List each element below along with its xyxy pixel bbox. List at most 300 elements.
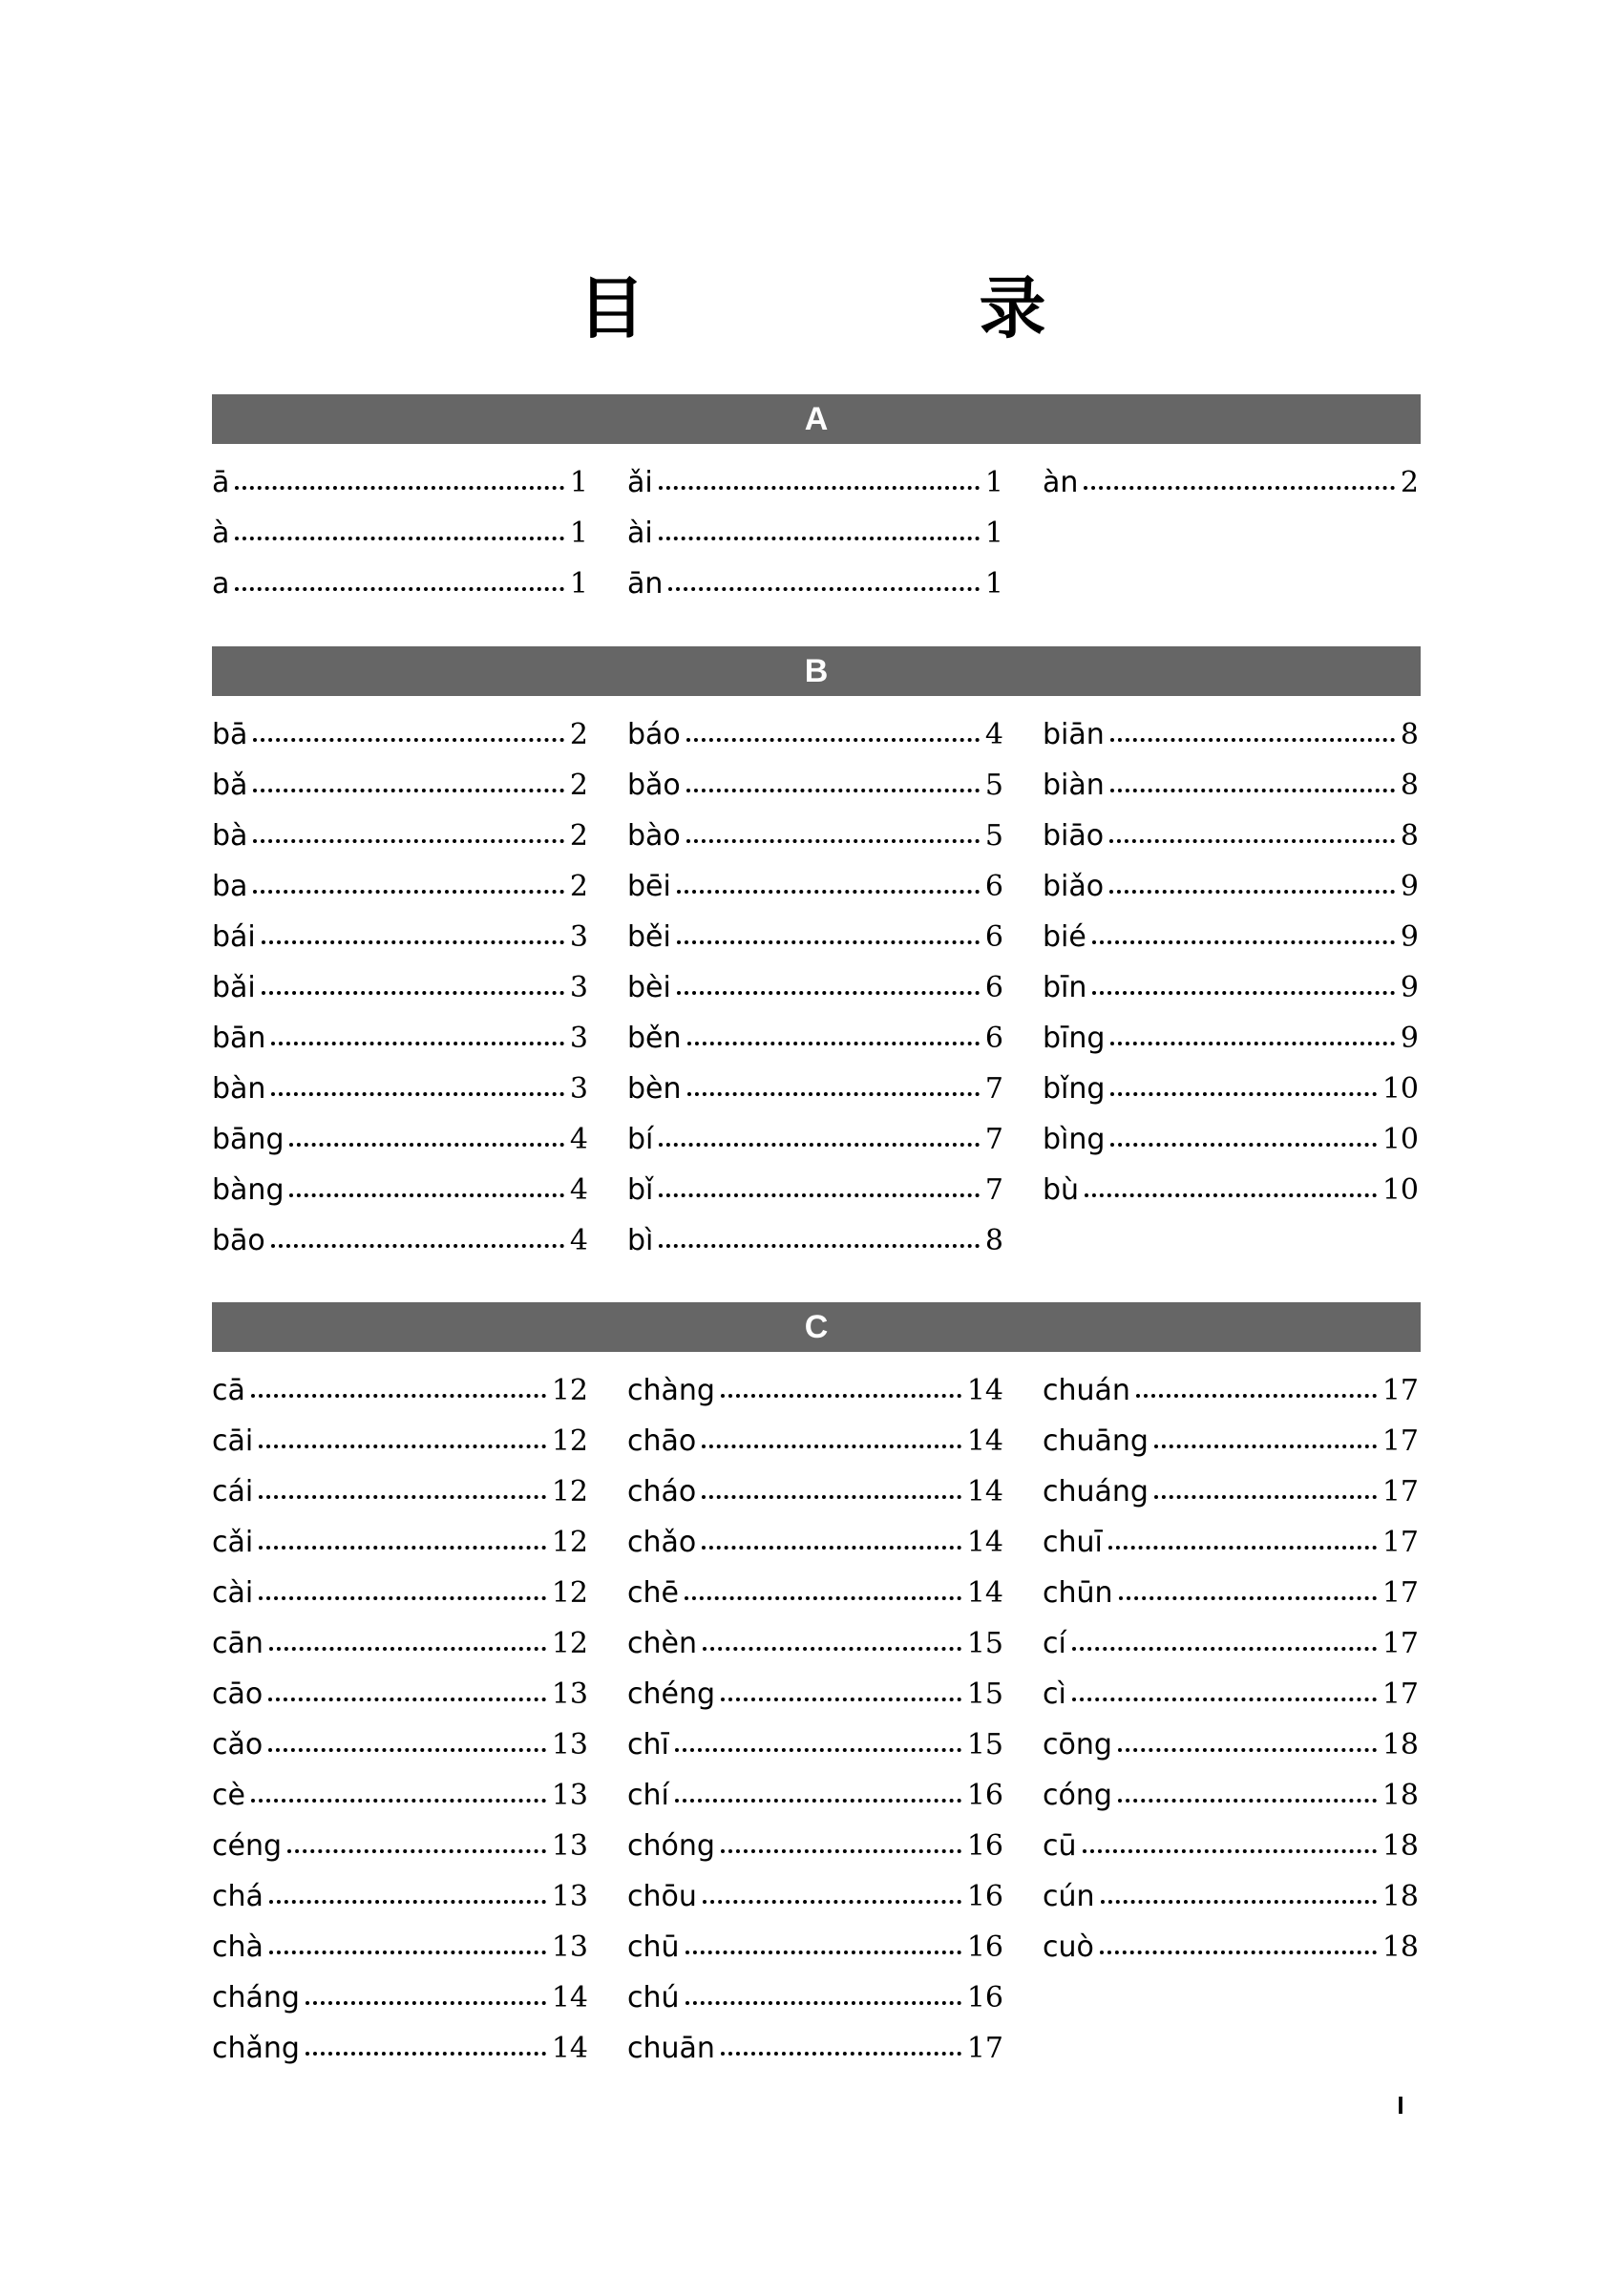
entry-syllable: cè <box>212 1779 245 1812</box>
toc-entry[interactable] <box>1043 1719 1419 1770</box>
toc-entry[interactable] <box>212 1013 588 1064</box>
dot-leader <box>659 1143 980 1147</box>
entry-page-number: 17 <box>1381 1627 1419 1660</box>
dot-leader <box>269 1951 546 1954</box>
entry-syllable: cū <box>1043 1829 1077 1863</box>
dot-leader <box>287 1849 546 1853</box>
entry-page-number: 5 <box>984 769 1003 802</box>
entry-page-number: 8 <box>984 1224 1003 1257</box>
entry-page-number: 13 <box>551 1930 588 1964</box>
dot-leader <box>253 738 563 742</box>
entry-syllable: cháng <box>212 1981 300 2014</box>
toc-entry[interactable] <box>1043 457 1419 508</box>
entry-syllable: à <box>212 517 230 550</box>
entry-page-number: 17 <box>966 2032 1003 2065</box>
entry-syllable: chǎng <box>212 2032 300 2065</box>
toc-entry[interactable] <box>212 709 588 760</box>
dot-leader <box>1101 1900 1377 1904</box>
entry-syllable: bēi <box>627 870 671 903</box>
dot-leader <box>1109 890 1395 894</box>
toc-entry[interactable] <box>212 1365 588 1416</box>
entry-syllable: chāo <box>627 1424 697 1458</box>
dot-leader <box>269 1647 546 1651</box>
dot-leader <box>1154 1445 1377 1448</box>
entry-syllable: ba <box>212 870 248 903</box>
dot-leader <box>289 1193 563 1197</box>
dot-leader <box>702 1495 961 1499</box>
dot-leader <box>1072 1698 1377 1701</box>
dot-leader <box>677 991 980 995</box>
entry-syllable: chá <box>212 1880 264 1913</box>
toc-entry[interactable] <box>212 1922 588 1972</box>
entry-columns <box>212 457 1421 609</box>
entry-syllable: bào <box>627 819 681 853</box>
dot-leader <box>702 1445 961 1448</box>
toc-entry[interactable] <box>212 1416 588 1466</box>
entry-page-number: 3 <box>569 1072 588 1106</box>
toc-entry[interactable] <box>627 1064 1003 1114</box>
toc-entry[interactable] <box>627 1871 1003 1922</box>
toc-entry[interactable] <box>212 811 588 861</box>
dot-leader <box>721 1849 961 1853</box>
entry-page-number: 16 <box>966 1981 1003 2014</box>
entry-page-number: 17 <box>1381 1424 1419 1458</box>
entry-page-number: 18 <box>1381 1779 1419 1812</box>
toc-entry[interactable] <box>627 1466 1003 1517</box>
toc-entry[interactable] <box>1043 962 1419 1013</box>
entry-syllable: bǐng <box>1043 1072 1106 1106</box>
dot-leader <box>686 789 980 792</box>
entry-page-number: 12 <box>551 1424 588 1458</box>
entry-page-number: 18 <box>1381 1728 1419 1761</box>
entry-syllable: cāi <box>212 1424 254 1458</box>
entry-page-number: 2 <box>569 819 588 853</box>
toc-column <box>1043 457 1419 508</box>
toc-entry[interactable] <box>627 2023 1003 2074</box>
entry-syllable: a <box>212 567 230 601</box>
entry-page-number: 12 <box>551 1526 588 1559</box>
dot-leader <box>262 940 564 944</box>
entry-syllable: ā <box>212 466 230 499</box>
entry-page-number: 2 <box>1400 466 1419 499</box>
toc-column <box>627 457 1003 609</box>
toc-entry[interactable] <box>212 1466 588 1517</box>
dot-leader <box>1118 1748 1377 1752</box>
entry-page-number: 14 <box>966 1475 1003 1508</box>
toc-entry[interactable] <box>627 1517 1003 1568</box>
entry-page-number: 15 <box>966 1677 1003 1711</box>
entry-syllable: bù <box>1043 1173 1080 1207</box>
toc-entry[interactable] <box>627 760 1003 811</box>
entry-page-number: 1 <box>984 567 1003 601</box>
toc-column <box>212 709 588 1266</box>
toc-entry[interactable] <box>627 962 1003 1013</box>
entry-page-number: 7 <box>984 1173 1003 1207</box>
entry-page-number: 5 <box>984 819 1003 853</box>
entry-page-number: 4 <box>569 1123 588 1156</box>
toc-entry[interactable] <box>1043 861 1419 912</box>
entry-syllable: chuāng <box>1043 1424 1149 1458</box>
entry-syllable: bǎ <box>212 769 248 802</box>
entry-page-number: 15 <box>966 1627 1003 1660</box>
entry-page-number: 12 <box>551 1374 588 1407</box>
dot-leader <box>268 1748 546 1752</box>
entry-page-number: 10 <box>1381 1123 1419 1156</box>
dot-leader <box>1110 1092 1376 1096</box>
dot-leader <box>659 1193 980 1197</box>
toc-entry[interactable] <box>627 1821 1003 1871</box>
entry-page-number: 16 <box>966 1930 1003 1964</box>
entry-page-number: 13 <box>551 1829 588 1863</box>
entry-page-number: 17 <box>1381 1526 1419 1559</box>
entry-page-number: 4 <box>569 1173 588 1207</box>
entry-page-number: 8 <box>1400 769 1419 802</box>
toc-entry[interactable] <box>627 1114 1003 1165</box>
entry-page-number: 8 <box>1400 718 1419 751</box>
dot-leader <box>1085 1193 1377 1197</box>
entry-syllable: bèi <box>627 971 671 1004</box>
dot-leader <box>703 1900 961 1904</box>
dot-leader <box>686 839 980 843</box>
entry-page-number: 12 <box>551 1576 588 1610</box>
entry-page-number: 17 <box>1381 1576 1419 1610</box>
toc-entry[interactable] <box>1043 1821 1419 1871</box>
toc-entry[interactable] <box>1043 1114 1419 1165</box>
dot-leader <box>721 1698 961 1701</box>
entry-syllable: bǎo <box>627 769 681 802</box>
entry-syllable: cháo <box>627 1475 697 1508</box>
entry-page-number: 7 <box>984 1123 1003 1156</box>
dot-leader <box>271 1244 564 1248</box>
dot-leader <box>1092 991 1395 995</box>
entry-page-number: 12 <box>551 1627 588 1660</box>
entry-syllable: ān <box>627 567 664 601</box>
entry-page-number: 9 <box>1400 920 1419 954</box>
toc-entry[interactable] <box>1043 1618 1419 1669</box>
entry-syllable: bì <box>627 1224 654 1257</box>
entry-page-number: 16 <box>966 1779 1003 1812</box>
toc-entry[interactable] <box>212 1770 588 1821</box>
page-title: 目 录 <box>578 269 1180 348</box>
entry-syllable: chū <box>627 1930 680 1964</box>
toc-entry[interactable] <box>627 709 1003 760</box>
toc-entry[interactable] <box>1043 912 1419 962</box>
entry-syllable: biāo <box>1043 819 1105 853</box>
entry-page-number: 14 <box>551 1981 588 2014</box>
dot-leader <box>251 1799 546 1803</box>
toc-entry[interactable] <box>1043 1871 1419 1922</box>
entry-syllable: ǎi <box>627 466 653 499</box>
entry-syllable: chàng <box>627 1374 715 1407</box>
dot-leader <box>702 1546 961 1550</box>
entry-columns <box>212 1365 1421 2074</box>
toc-entry[interactable] <box>212 962 588 1013</box>
entry-syllable: cōng <box>1043 1728 1112 1761</box>
toc-entry[interactable] <box>212 1517 588 1568</box>
entry-syllable: cān <box>212 1627 264 1660</box>
dot-leader <box>721 2052 961 2056</box>
dot-leader <box>687 1092 980 1096</box>
entry-syllable: cì <box>1043 1677 1066 1711</box>
entry-page-number: 9 <box>1400 971 1419 1004</box>
toc-entry[interactable] <box>212 1821 588 1871</box>
entry-page-number: 17 <box>1381 1677 1419 1711</box>
entry-syllable: chà <box>212 1930 264 1964</box>
entry-syllable: chǎo <box>627 1526 697 1559</box>
toc-entry[interactable] <box>627 1922 1003 1972</box>
dot-leader <box>1100 1951 1377 1954</box>
dot-leader <box>686 738 980 742</box>
entry-syllable: biàn <box>1043 769 1105 802</box>
toc-entry[interactable] <box>212 1064 588 1114</box>
section-header: C <box>212 1302 1421 1352</box>
entry-page-number: 1 <box>569 567 588 601</box>
dot-leader <box>253 890 563 894</box>
toc-column <box>212 1365 588 2074</box>
toc-entry[interactable] <box>212 1618 588 1669</box>
entry-syllable: chóng <box>627 1829 715 1863</box>
entry-syllable: cóng <box>1043 1779 1112 1812</box>
dot-leader <box>1118 1799 1377 1803</box>
entry-syllable: bāng <box>212 1123 285 1156</box>
entry-page-number: 3 <box>569 920 588 954</box>
entry-syllable: cài <box>212 1576 254 1610</box>
entry-page-number: 14 <box>966 1374 1003 1407</box>
toc-entry[interactable] <box>627 811 1003 861</box>
dot-leader <box>1110 738 1395 742</box>
toc-entry[interactable] <box>627 457 1003 508</box>
entry-page-number: 13 <box>551 1677 588 1711</box>
toc-entry[interactable] <box>1043 1568 1419 1618</box>
entry-page-number: 13 <box>551 1779 588 1812</box>
entry-page-number: 1 <box>569 466 588 499</box>
entry-syllable: cā <box>212 1374 245 1407</box>
dot-leader <box>677 890 980 894</box>
toc-entry[interactable] <box>212 760 588 811</box>
toc-entry[interactable] <box>627 1416 1003 1466</box>
entry-page-number: 2 <box>569 769 588 802</box>
dot-leader <box>253 839 563 843</box>
entry-syllable: cún <box>1043 1880 1095 1913</box>
dot-leader <box>1072 1647 1377 1651</box>
entry-syllable: běi <box>627 920 671 954</box>
toc-entry[interactable] <box>627 1365 1003 1416</box>
dot-leader <box>269 1900 546 1904</box>
entry-page-number: 7 <box>984 1072 1003 1106</box>
toc-entry[interactable] <box>1043 760 1419 811</box>
entry-syllable: bāo <box>212 1224 265 1257</box>
toc-column <box>627 1365 1003 2074</box>
dot-leader <box>659 537 980 540</box>
dot-leader <box>668 587 980 591</box>
entry-page-number: 2 <box>569 718 588 751</box>
entry-page-number: 6 <box>984 1022 1003 1055</box>
entry-syllable: bái <box>212 920 256 954</box>
toc-entry[interactable] <box>212 457 588 508</box>
toc-entry[interactable] <box>627 1972 1003 2023</box>
entry-syllable: chèn <box>627 1627 697 1660</box>
entry-syllable: cái <box>212 1475 254 1508</box>
toc-entry[interactable] <box>212 1114 588 1165</box>
entry-syllable: bīng <box>1043 1022 1106 1055</box>
entry-syllable: chuān <box>627 2032 715 2065</box>
entry-syllable: chōu <box>627 1880 697 1913</box>
toc-entry[interactable] <box>212 1719 588 1770</box>
toc-entry[interactable] <box>1043 1064 1419 1114</box>
entry-page-number: 10 <box>1381 1173 1419 1207</box>
toc-column <box>1043 709 1419 1215</box>
toc-entry[interactable] <box>627 1719 1003 1770</box>
entry-page-number: 4 <box>569 1224 588 1257</box>
toc-entry[interactable] <box>212 559 588 609</box>
toc-entry[interactable] <box>627 861 1003 912</box>
toc-entry[interactable] <box>212 861 588 912</box>
entry-page-number: 6 <box>984 920 1003 954</box>
entry-syllable: báo <box>627 718 681 751</box>
toc-entry[interactable] <box>212 1215 588 1266</box>
dot-leader <box>1110 789 1395 792</box>
entry-page-number: 3 <box>569 1022 588 1055</box>
toc-entry[interactable] <box>1043 709 1419 760</box>
entry-page-number: 3 <box>569 971 588 1004</box>
toc-entry[interactable] <box>627 1618 1003 1669</box>
entry-syllable: cí <box>1043 1627 1066 1660</box>
dot-leader <box>721 1394 961 1398</box>
entry-syllable: biān <box>1043 718 1105 751</box>
entry-columns <box>212 709 1421 1266</box>
dot-leader <box>235 486 564 490</box>
toc-entry[interactable] <box>1043 1416 1419 1466</box>
toc-entry[interactable] <box>212 1568 588 1618</box>
entry-syllable: cāo <box>212 1677 264 1711</box>
toc-entry[interactable] <box>212 912 588 962</box>
entry-syllable: àn <box>1043 466 1079 499</box>
toc-entry[interactable] <box>627 912 1003 962</box>
page-number: I <box>1397 2091 1404 2120</box>
toc-entry[interactable] <box>212 1165 588 1215</box>
entry-syllable: chuī <box>1043 1526 1103 1559</box>
toc-entry[interactable] <box>1043 1165 1419 1215</box>
dot-leader <box>253 789 563 792</box>
entry-syllable: bǐ <box>627 1173 654 1207</box>
entry-page-number: 15 <box>966 1728 1003 1761</box>
entry-page-number: 12 <box>551 1475 588 1508</box>
toc-entry[interactable] <box>1043 811 1419 861</box>
toc-entry[interactable] <box>1043 1013 1419 1064</box>
dot-leader <box>235 587 564 591</box>
dot-leader <box>659 486 980 490</box>
entry-syllable: chuáng <box>1043 1475 1149 1508</box>
entry-page-number: 9 <box>1400 870 1419 903</box>
toc-entry[interactable] <box>627 1568 1003 1618</box>
entry-syllable: céng <box>212 1829 283 1863</box>
entry-page-number: 18 <box>1381 1880 1419 1913</box>
entry-page-number: 1 <box>569 517 588 550</box>
toc-entry[interactable] <box>627 1013 1003 1064</box>
dot-leader <box>1110 1042 1394 1045</box>
entry-page-number: 13 <box>551 1728 588 1761</box>
toc-entry[interactable] <box>627 559 1003 609</box>
entry-syllable: biǎo <box>1043 870 1105 903</box>
entry-syllable: bà <box>212 819 248 853</box>
dot-leader <box>259 1596 546 1600</box>
toc-entry[interactable] <box>627 1669 1003 1719</box>
toc-column <box>1043 1365 1419 1972</box>
entry-syllable: chī <box>627 1728 669 1761</box>
entry-page-number: 16 <box>966 1829 1003 1863</box>
dot-leader <box>687 1042 980 1045</box>
dot-leader <box>675 1799 961 1803</box>
dot-leader <box>271 1092 563 1096</box>
entry-syllable: cuò <box>1043 1930 1094 1964</box>
entry-page-number: 18 <box>1381 1930 1419 1964</box>
entry-page-number: 2 <box>569 870 588 903</box>
toc-entry[interactable] <box>1043 1770 1419 1821</box>
toc-column <box>627 709 1003 1266</box>
dot-leader <box>675 1748 961 1752</box>
entry-page-number: 1 <box>984 517 1003 550</box>
toc-entry[interactable] <box>627 1770 1003 1821</box>
dot-leader <box>685 1596 961 1600</box>
entry-syllable: bā <box>212 718 248 751</box>
toc-entry[interactable] <box>212 1972 588 2023</box>
entry-page-number: 14 <box>966 1424 1003 1458</box>
entry-page-number: 17 <box>1381 1374 1419 1407</box>
dot-leader <box>685 1951 961 1954</box>
dot-leader <box>1083 1849 1377 1853</box>
toc-entry[interactable] <box>1043 1922 1419 1972</box>
dot-leader <box>1136 1394 1377 1398</box>
dot-leader <box>251 1394 546 1398</box>
toc-entry[interactable] <box>212 1669 588 1719</box>
entry-page-number: 4 <box>984 718 1003 751</box>
entry-page-number: 9 <box>1400 1022 1419 1055</box>
entry-page-number: 13 <box>551 1880 588 1913</box>
entry-syllable: bīn <box>1043 971 1087 1004</box>
toc-entry[interactable] <box>627 1165 1003 1215</box>
dot-leader <box>685 2001 961 2005</box>
dot-leader <box>1119 1596 1377 1600</box>
entry-page-number: 6 <box>984 971 1003 1004</box>
section-b <box>212 646 1421 1266</box>
toc-entry[interactable] <box>627 1215 1003 1266</box>
toc-entry[interactable] <box>1043 1669 1419 1719</box>
entry-page-number: 6 <box>984 870 1003 903</box>
dot-leader <box>306 2052 546 2056</box>
toc-entry[interactable] <box>627 508 1003 559</box>
entry-page-number: 10 <box>1381 1072 1419 1106</box>
entry-syllable: cǎi <box>212 1526 254 1559</box>
toc-entry[interactable] <box>1043 1365 1419 1416</box>
entry-syllable: bié <box>1043 920 1086 954</box>
dot-leader <box>1154 1495 1377 1499</box>
entry-page-number: 14 <box>551 2032 588 2065</box>
entry-page-number: 16 <box>966 1880 1003 1913</box>
entry-syllable: bān <box>212 1022 266 1055</box>
entry-syllable: chú <box>627 1981 680 2014</box>
entry-page-number: 1 <box>984 466 1003 499</box>
dot-leader <box>289 1143 563 1147</box>
toc-entry[interactable] <box>212 2023 588 2074</box>
toc-entry[interactable] <box>212 1871 588 1922</box>
toc-entry[interactable] <box>212 508 588 559</box>
entry-syllable: bàng <box>212 1173 285 1207</box>
dot-leader <box>262 991 564 995</box>
toc-entry[interactable] <box>1043 1466 1419 1517</box>
toc-entry[interactable] <box>1043 1517 1419 1568</box>
dot-leader <box>1108 1546 1377 1550</box>
entry-syllable: bèn <box>627 1072 682 1106</box>
